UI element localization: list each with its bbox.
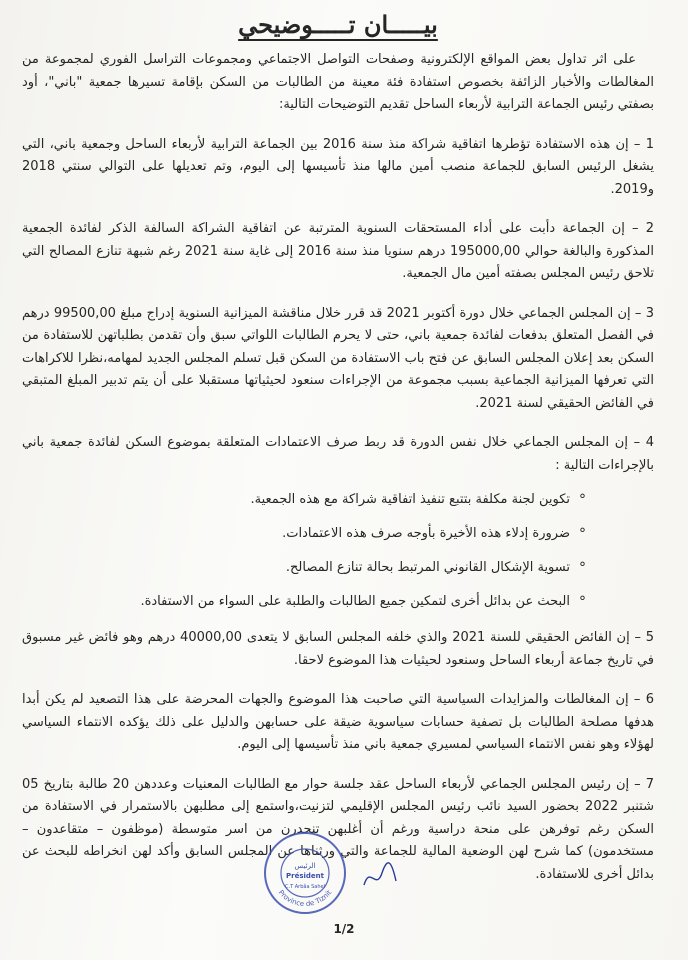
stamp-org: C.T Arbâa Sahel — [285, 884, 325, 890]
bullet-icon: ° — [579, 492, 586, 508]
list-item-text: تكوين لجنة مكلفة بتتبع تنفيذ اتفاقية شراكة مع هذه الجمعية. — [250, 492, 570, 507]
measures-list — [22, 489, 654, 613]
list-item — [22, 557, 586, 579]
document-title-text: بيـــــان تـــــوضيحي — [238, 10, 438, 39]
paragraph-2: 2 – إن الجماعة دأبت على أداء المستحقات السنوية المترتبة عن اتفاقية الشراكة السالفة الذكر لفائدة الجمعية المذكورة والبالغة حوالي 195000,00 درهم سنويا منذ سنة 2016 إلى غاية سنة 2021 رغم شبهة تنازع المصالح التي تلاحق رئيس المجلس بصفته أمين مال الجمعية. — [22, 221, 654, 281]
official-stamp-icon — [262, 830, 348, 916]
stamp-province: Province de Tiznit — [276, 888, 334, 909]
list-item-text: ضرورة إدلاء هذه الأخيرة بأوجه صرف هذه الاعتمادات. — [282, 526, 570, 541]
paragraph-6: 6 – إن المغالطات والمزايدات السياسية التي صاحبت هذا الموضوع والجهات المحرضة على هذا التصعيد لم يكن أبدا هدفها مصلحة الطالبات بل تصفية حسابات سياسوية ضيقة على حسابهن والدليل على ذلك يؤكده الانتماء السياسي لهؤلاء وهو نفس الانتماء السياسي لمسيري جمعية باني منذ تأسيسها إلى اليوم. — [22, 692, 654, 752]
bullet-icon: ° — [579, 526, 586, 542]
paragraph-7: 7 – إن رئيس المجلس الجماعي لأربعاء الساحل عقد جلسة حوار مع الطالبات المعنيات وعددهن 20 طالبة بتاريخ 05 شتنبر 2022 بحضور السيد نائب رئيس المجلس الإقليمي لتزنيت،واستمع إلى مطلبهن بالاستمرار في الاستفادة من السكن رغم توفرهن على منحة دراسية ورغم أن أغلبهن تنحدرن من اسر متوسطة (موظفون – متقاعدون – مستخدمون) كما شرح لهن الوضعية المالية للجماعة والتي ورثناها عن المجلس السابق وأكد لهن انخراطه للبحث عن بدائل أخرى للاستفادة. — [22, 776, 654, 882]
paragraph-5: 5 – إن الفائض الحقيقي للسنة 2021 والذي خلفه المجلس السابق لا يتعدى 40000,00 درهم وهو فائض غير مسبوق في تاريخ جماعة أربعاء الساحل وسنعود لحيثيات هذا الموضوع لاحقا. — [22, 630, 654, 668]
list-item-text: تسوية الإشكال القانوني المرتبط بحالة تنازع المصالح. — [285, 560, 570, 575]
svg-text:Province de Tiznit — [277, 889, 334, 909]
page-number: 1/2 — [333, 922, 355, 936]
list-item-text: البحث عن بدائل أخرى لتمكين جميع الطالبات والطلبة على السواء من الاستفادة. — [140, 594, 570, 609]
intro-paragraph: على اثر تداول بعض المواقع الإلكترونية وصفحات التواصل الاجتماعي ومجموعات التراسل الفوري لمجموعة من المغالطات والأخبار الزائفة بخصوص استفادة فئة معينة من الطالبات من السكن بإقامة تسيرها جمعية "باني"، أود بصفتي رئيس الجماعة الترابية لأربعاء الساحل تقديم التوضيحات التالية: — [22, 52, 654, 112]
signature-icon — [360, 855, 400, 895]
paragraph-1: 1 – إن هذه الاستفادة تؤطرها اتفاقية شراكة منذ سنة 2016 بين الجماعة الترابية لأربعاء الساحل وجمعية باني، التي يشغل الرئيس السابق للجماعة منصب أمين مالها منذ تأسيسها إلى اليوم، وتم تعديلها على التوالي سنتي 2018 و2019. — [22, 136, 654, 197]
paragraph-4: 4 – إن المجلس الجماعي خلال نفس الدورة قد ربط صرف الاعتمادات المتعلقة بموضوع السكن لفائدة جمعية باني بالإجراءات التالية : — [22, 435, 654, 473]
list-item — [22, 591, 586, 613]
bullet-icon: ° — [579, 560, 586, 576]
stamp-role-ar: الرئيس — [294, 862, 316, 870]
bullet-icon: ° — [579, 594, 586, 610]
stamp-role-fr: Président — [286, 872, 324, 880]
list-item — [22, 523, 586, 545]
document-title — [22, 10, 654, 39]
paragraph-3: 3 – إن المجلس الجماعي خلال دورة أكتوبر 2021 قد قرر خلال مناقشة الميزانية السنوية إدراج مبلغ 99500,00 درهم في الفصل المتعلق بدفعات لفائدة جمعية باني، حتى لا يحرم الطالبات اللواتي سبق وأن تقدمن بطلباتهن للاستفادة من السكن بعد إعلان المجلس السابق عن فتح باب الاستفادة من السكن قبل تسلم المجلس الجديد لمهامه،نظرا للاكراهات التي تعرفها الميزانية الجماعية بسبب مجموعة من الإجراءات سنعود لحيثياتها مستقبلا على أن يتم تدبير المبلغ المتبقي في الفائض الحقيقي لسنة 2021. — [22, 305, 654, 411]
list-item — [22, 489, 586, 511]
